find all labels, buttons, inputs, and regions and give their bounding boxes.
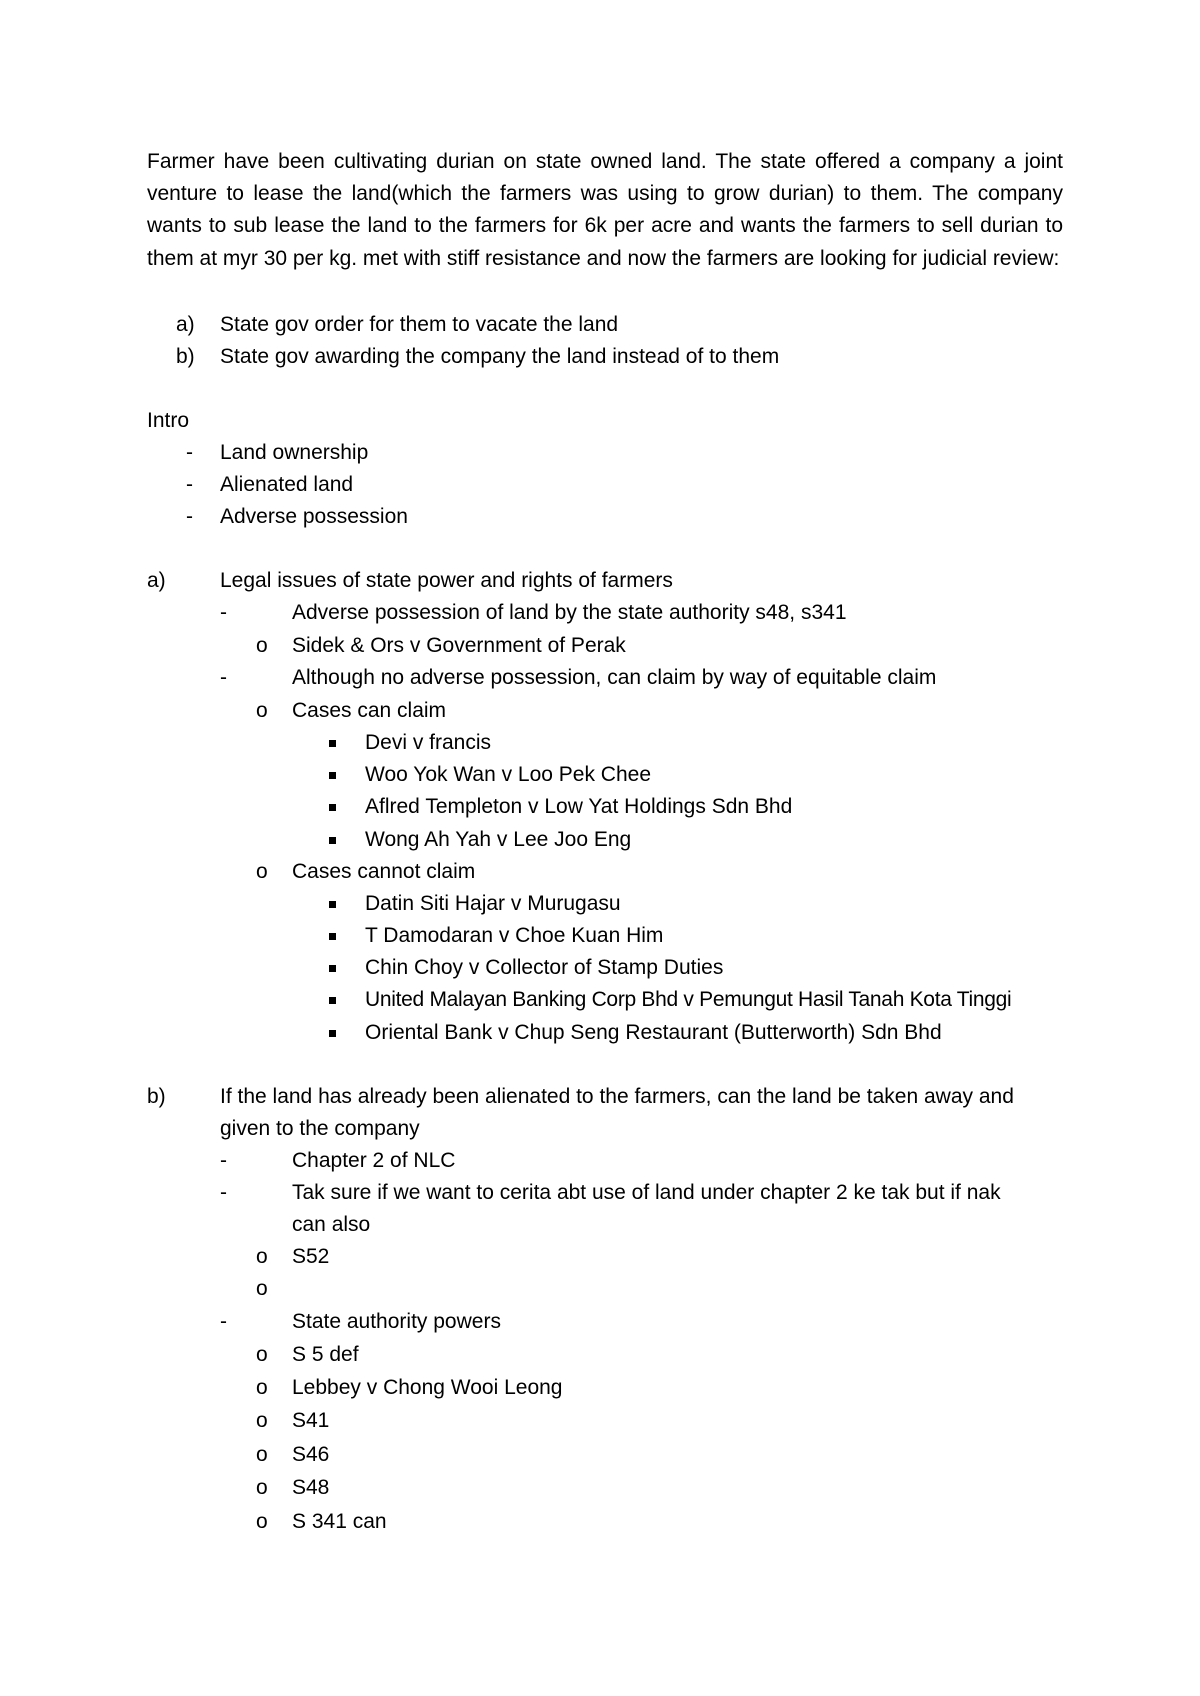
case-name: Wong Ah Yah v Lee Joo Eng	[365, 828, 632, 851]
intro-item-adverse-possession: Adverse possession	[220, 505, 408, 528]
circle-marker: o	[256, 1476, 268, 1499]
circle-marker: o	[256, 1245, 268, 1268]
authority-item: S 5 def	[292, 1343, 359, 1366]
section-a-point1: Adverse possession of land by the state authority s48, s341	[292, 601, 847, 624]
case-name: T Damodaran v Choe Kuan Him	[365, 924, 664, 947]
square-bullet-icon	[329, 1030, 336, 1037]
square-bullet-icon	[329, 997, 336, 1004]
section-b-title-line1: If the land has already been alienated to the farmers, can the land be taken away and	[220, 1085, 1014, 1108]
authority-item: S41	[292, 1409, 330, 1432]
dash-marker: -	[186, 505, 193, 528]
section-b-point1: Chapter 2 of NLC	[292, 1149, 456, 1172]
section-a-point1-case: Sidek & Ors v Government of Perak	[292, 634, 626, 657]
list-item	[0, 727, 1200, 759]
intro-item-alienated-land: Alienated land	[220, 473, 354, 496]
section-a-title: Legal issues of state power and rights of farmers	[220, 569, 673, 592]
list-item	[0, 888, 1200, 920]
case-name: United Malayan Banking Corp Bhd v Pemungut Hasil Tanah Kota Tinggi	[365, 988, 1012, 1011]
authority-item: S46	[292, 1443, 330, 1466]
case-name: Oriental Bank v Chup Seng Restaurant (Butterworth) Sdn Bhd	[365, 1021, 942, 1044]
square-bullet-icon	[329, 837, 336, 844]
question-b-marker: b)	[176, 345, 195, 368]
list-item	[0, 920, 1200, 952]
cannot-claim-heading: Cases cannot claim	[292, 860, 476, 883]
question-b-text: State gov awarding the company the land instead of to them	[220, 345, 780, 368]
circle-marker: o	[256, 1409, 268, 1432]
list-item	[0, 952, 1200, 984]
square-bullet-icon	[329, 965, 336, 972]
dash-marker: -	[220, 601, 227, 624]
case-name: Datin Siti Hajar v Murugasu	[365, 892, 621, 915]
authority-item: S 341 can	[292, 1510, 387, 1533]
case-name: Woo Yok Wan v Loo Pek Chee	[365, 763, 652, 786]
section-b-point3: State authority powers	[292, 1310, 501, 1333]
list-item	[0, 759, 1200, 791]
question-a-text: State gov order for them to vacate the land	[220, 313, 619, 336]
circle-marker: o	[256, 1277, 268, 1300]
list-item	[0, 791, 1200, 823]
section-b-point2-line1: Tak sure if we want to cerita abt use of land under chapter 2 ke tak but if nak	[292, 1181, 1001, 1204]
section-a-marker: a)	[147, 569, 166, 592]
square-bullet-icon	[329, 901, 336, 908]
section-b-point2-line2: can also	[292, 1213, 371, 1236]
dash-marker: -	[186, 473, 193, 496]
case-name: Aflred Templeton v Low Yat Holdings Sdn Bhd	[365, 795, 793, 818]
can-claim-heading: Cases can claim	[292, 699, 447, 722]
dash-marker: -	[220, 1149, 227, 1172]
circle-marker: o	[256, 1343, 268, 1366]
list-item	[0, 984, 1200, 1016]
dash-marker: -	[186, 441, 193, 464]
circle-marker: o	[256, 699, 268, 722]
circle-marker: o	[256, 860, 268, 883]
list-item	[0, 1017, 1200, 1049]
dash-marker: -	[220, 1310, 227, 1333]
square-bullet-icon	[329, 772, 336, 779]
list-item	[0, 824, 1200, 856]
dash-marker: -	[220, 666, 227, 689]
authority-item: S48	[292, 1476, 330, 1499]
circle-marker: o	[256, 1510, 268, 1533]
intro-paragraph: Farmer have been cultivating durian on state owned land. The state offered a company a joint venture to lease the land(which the farmers was using to grow durian) to them. The company wants to sub lease the land to the farmers for 6k per acre and wants the farmers to sell durian to them at myr 30 per kg. met with stiff resistance and now the farmers are looking for judicial review:	[147, 150, 1063, 270]
question-a-marker: a)	[176, 313, 195, 336]
square-bullet-icon	[329, 740, 336, 747]
section-a-point2: Although no adverse possession, can claim by way of equitable claim	[292, 666, 937, 689]
section-b-marker: b)	[147, 1085, 166, 1108]
intro-heading: Intro	[147, 409, 190, 432]
section-b-sub1: S52	[292, 1245, 330, 1268]
circle-marker: o	[256, 634, 268, 657]
circle-marker: o	[256, 1443, 268, 1466]
section-b-title-line2: given to the company	[220, 1117, 420, 1140]
square-bullet-icon	[329, 933, 336, 940]
dash-marker: -	[220, 1181, 227, 1204]
authority-item: Lebbey v Chong Wooi Leong	[292, 1376, 563, 1399]
intro-item-land-ownership: Land ownership	[220, 441, 369, 464]
square-bullet-icon	[329, 804, 336, 811]
case-name: Chin Choy v Collector of Stamp Duties	[365, 956, 724, 979]
case-name: Devi v francis	[365, 731, 492, 754]
circle-marker: o	[256, 1376, 268, 1399]
